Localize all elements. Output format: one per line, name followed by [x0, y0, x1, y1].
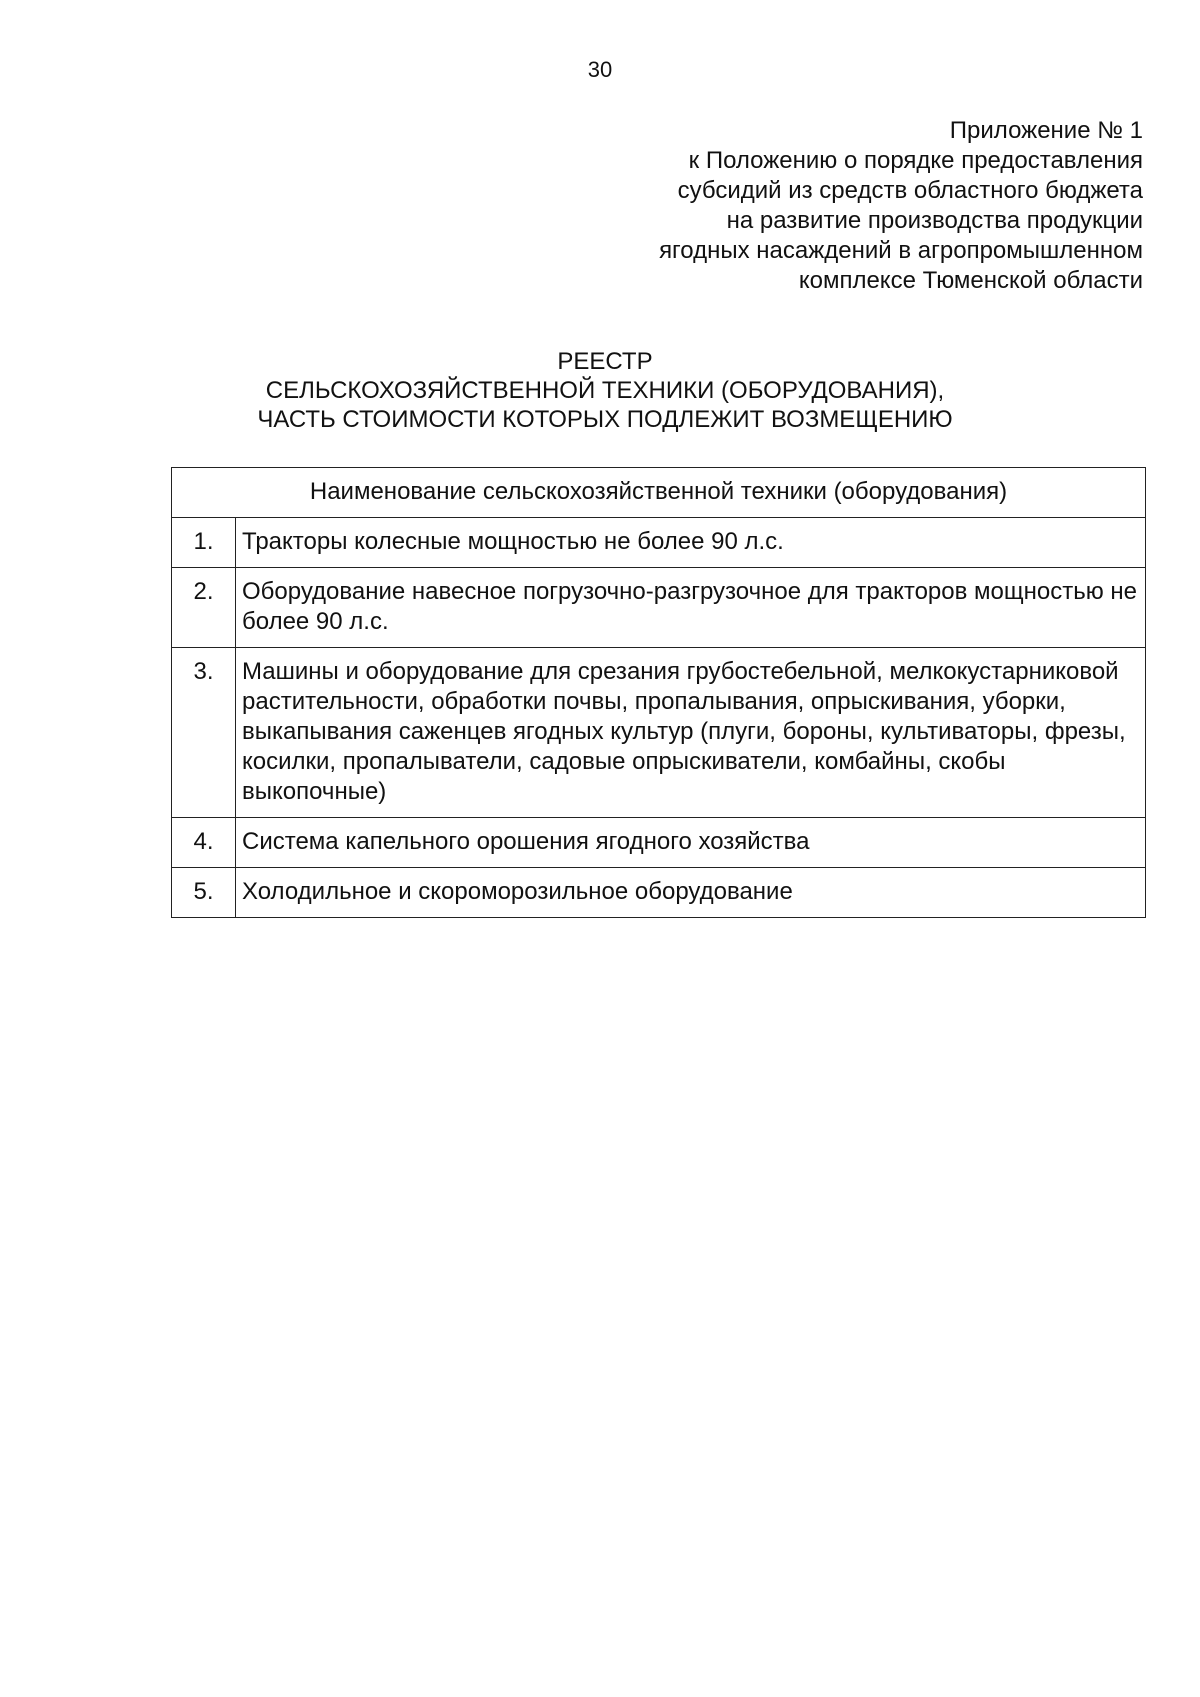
- row-name: Система капельного орошения ягодного хозяйства: [236, 818, 1146, 868]
- appendix-line: на развитие производства продукции: [726, 207, 1143, 234]
- appendix-note: [443, 116, 1143, 296]
- row-name: Машины и оборудование для срезания грубостебельной, мелкокустарниковой растительности, обработки почвы, пропалывания, опрыскивания, уборки, выкапывания саженцев ягодных культур (плуги, бороны, культиваторы, фрезы, косилки, пропалыватели, садовые опрыскиватели, комбайны, скобы выкопочные): [236, 648, 1146, 818]
- table-row: [172, 818, 1146, 868]
- row-number: 1.: [172, 518, 236, 568]
- row-number: 4.: [172, 818, 236, 868]
- appendix-line: комплексе Тюменской области: [798, 267, 1143, 294]
- appendix-line: ягодных насаждений в агропромышленном: [659, 237, 1143, 264]
- page-number: 30: [587, 57, 613, 82]
- row-number: 5.: [172, 868, 236, 918]
- row-name: Тракторы колесные мощностью не более 90 л.с.: [236, 518, 1146, 568]
- appendix-line: Приложение № 1: [949, 117, 1143, 144]
- row-number: 2.: [172, 568, 236, 648]
- appendix-line: субсидий из средств областного бюджета: [677, 177, 1143, 204]
- title-line: СЕЛЬСКОХОЗЯЙСТВЕННОЙ ТЕХНИКИ (ОБОРУДОВАНИЯ),: [265, 377, 945, 404]
- appendix-line: к Положению о порядке предоставления: [688, 147, 1143, 174]
- registry-table: [171, 467, 1146, 918]
- row-name: Оборудование навесное погрузочно-разгрузочное для тракторов мощностью не более 90 л.с.: [236, 568, 1146, 648]
- table-row: [172, 868, 1146, 918]
- row-name: Холодильное и скороморозильное оборудование: [236, 868, 1146, 918]
- table-row: [172, 568, 1146, 648]
- title-line: ЧАСТЬ СТОИМОСТИ КОТОРЫХ ПОДЛЕЖИТ ВОЗМЕЩЕНИЮ: [257, 406, 953, 433]
- table-header-row: [172, 468, 1146, 518]
- table-header: Наименование сельскохозяйственной техники (оборудования): [172, 468, 1146, 518]
- document-title: [0, 347, 1200, 434]
- table-row: [172, 648, 1146, 818]
- row-number: 3.: [172, 648, 236, 818]
- title-line: РЕЕСТР: [557, 348, 653, 375]
- table-row: [172, 518, 1146, 568]
